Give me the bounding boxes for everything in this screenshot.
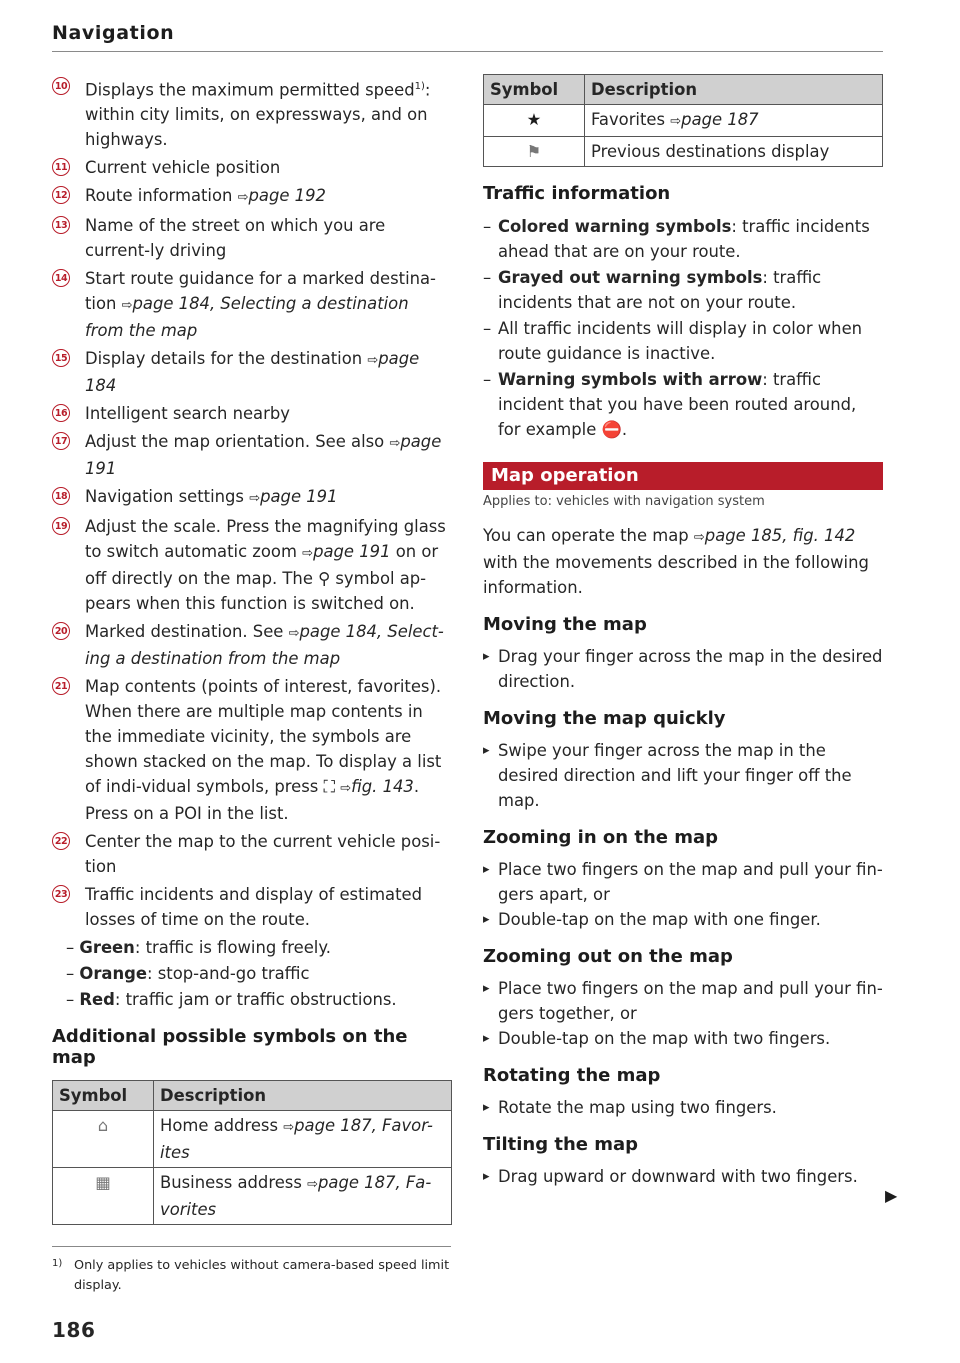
legend-text: Route information [85,186,233,206]
section-heading: Zooming in on the map [483,827,719,848]
legend-text: Adjust the scale. Press the magnifying glass to switch automatic zoom [85,517,446,562]
flag-icon: ⚑ [526,142,542,161]
callout-number: 16 [52,404,70,422]
description-cell [585,137,883,167]
arrow-right-icon: ⇨ [307,1177,319,1193]
traffic-color-desc: : stop-and-go traffic [147,964,310,984]
applies-to-note: Applies to: vehicles with navigation system [483,494,765,509]
arrow-right-icon: ⇨ [367,353,379,369]
instruction-step: ▸ Drag upward or downward with two fingers. [483,1164,883,1189]
legend-text: Adjust the map orientation. See also [85,432,385,452]
page-reference-link[interactable]: page 187, Favor-ites [160,1116,433,1163]
table-header-symbol: Symbol [484,75,585,105]
instruction-step: ▸ Double-tap on the map with one finger. [483,907,883,932]
traffic-info-desc: : traffic incident that you have been routed around, for example ⛔. [498,370,857,439]
arrow-right-icon: ⇨ [389,436,401,452]
section-heading: Zooming out on the map [483,946,733,967]
arrow-right-icon: ⇨ [670,114,682,129]
table-header-description: Description [154,1081,452,1111]
callout-number: 21 [52,677,70,695]
instruction-step: ▸ Place two fingers on the map and pull your fin-gers together, or [483,976,883,1026]
traffic-color-item: – Green: traffic is flowing freely. [66,938,331,958]
legend-text: Current vehicle position [85,158,281,178]
callout-number: 13 [52,216,70,234]
description-text: Business address [160,1173,302,1193]
instruction-step: ▸ Place two fingers on the map and pull your fin-gers apart, or [483,857,883,907]
traffic-info-desc: : traffic incidents that are not on your route. [498,268,822,312]
traffic-color-name: Orange [79,964,148,984]
description-text: Favorites [591,110,666,129]
traffic-info-item [483,367,883,442]
footnote-marker: 1) [414,81,425,92]
star-icon: ★ [526,110,542,129]
callout-number: 12 [52,186,70,204]
callout-number: 20 [52,622,70,640]
callout-number: 18 [52,487,70,505]
table-header-symbol: Symbol [53,1081,154,1111]
traffic-information-heading: Traffic information [483,183,671,204]
legend-list [52,74,452,932]
legend-item [52,429,452,481]
page-reference-link[interactable]: page 184 [85,349,420,396]
traffic-info-term: Warning symbols with arrow [498,370,763,389]
traffic-info-term: Grayed out warning symbols [498,268,763,287]
map-operation-banner: Map operation [483,462,883,490]
callout-number: 22 [52,832,70,850]
header-divider [52,51,883,52]
page-reference-link[interactable]: page 187 [681,110,759,129]
traffic-color-list [52,935,452,1012]
intro-tail: with the movements described in the following information. [483,553,869,597]
instruction-step: ▸ Drag your finger across the map in the desired direction. [483,644,883,694]
traffic-info-desc: All traffic incidents will display in color when route guidance is inactive. [498,319,863,363]
callout-number: 19 [52,517,70,535]
symbol-cell [484,105,585,137]
page-reference-link[interactable]: page 192 [248,186,326,206]
legend-item [52,266,452,343]
table-row [484,137,883,167]
legend-item [52,882,452,932]
legend-text: Marked destination. See [85,622,284,642]
legend-text: Display details for the destination [85,349,363,369]
section-heading: Moving the map quickly [483,708,726,729]
legend-item [52,619,452,671]
table-header-description: Description [585,75,883,105]
traffic-info-item [483,316,883,366]
instruction-step: ▸ Double-tap on the map with two fingers. [483,1026,883,1051]
callout-number: 15 [52,349,70,367]
callout-number: 10 [52,77,70,95]
callout-number: 23 [52,885,70,903]
section-heading: Rotating the map [483,1065,661,1086]
description-cell [585,105,883,137]
description-cell [154,1168,452,1225]
home-icon: ⌂ [97,1116,109,1136]
legend-item [52,183,452,210]
footnote-text: Only applies to vehicles without camera-based speed limit display. [74,1258,450,1293]
description-text: Previous destinations display [591,142,830,161]
section-heading: Moving the map [483,614,647,635]
page-reference-link[interactable]: fig. 143 [351,777,414,797]
footnote-divider [52,1246,451,1247]
page-reference-link[interactable]: page 184, Select-ing a destination from the map [85,622,444,669]
right-column [483,74,883,1189]
traffic-color-name: Green [79,938,135,958]
left-column [52,74,452,1225]
symbol-cell [484,137,585,167]
symbol-cell [53,1111,154,1168]
legend-item [52,401,452,426]
legend-item [52,213,452,263]
legend-tail: on or off directly on the map. The ⚲ symbol ap-pears when this function is switched on. [85,542,439,614]
legend-item [52,829,452,879]
traffic-info-desc: : traffic incidents ahead that are on your route. [498,217,870,261]
legend-text: Navigation settings [85,487,244,507]
continue-arrow-icon: ▶ [885,1186,898,1205]
favorites-symbol-table [483,74,883,167]
legend-item [52,74,452,152]
section-heading: Tilting the map [483,1134,639,1155]
legend-text: Start route guidance for a marked destina-tion [85,269,436,314]
legend-item [52,674,452,826]
additional-symbols-heading: Additional possible symbols on the map [52,1026,408,1069]
traffic-color-item: – Orange: stop-and-go traffic [66,964,310,984]
traffic-color-desc: : traffic is flowing freely. [134,938,331,958]
legend-text: Center the map to the current vehicle posi-tion [85,832,441,877]
intro-text: You can operate the map [483,526,689,545]
business-icon: ▦ [95,1173,111,1193]
description-cell [154,1111,452,1168]
map-gesture-sections [483,614,883,1189]
traffic-color-desc: : traffic jam or traffic obstructions. [114,990,397,1010]
page-header-title: Navigation [52,22,175,44]
traffic-color-item: – Red: traffic jam or traffic obstructions. [66,990,397,1010]
page-number: 186 [52,1318,96,1342]
symbol-cell [53,1168,154,1225]
arrow-right-icon: ⇨ [340,781,352,797]
traffic-info-term: Colored warning symbols [498,217,732,236]
arrow-right-icon: ⇨ [283,1120,295,1136]
page-reference-link[interactable]: page 191 [85,432,442,479]
footnote [52,1256,452,1296]
table-row [53,1168,452,1225]
callout-number: 11 [52,158,70,176]
instruction-step: ▸ Rotate the map using two fingers. [483,1095,883,1120]
page-reference-link[interactable]: page 191 [313,542,391,562]
page-reference-link[interactable]: page 184, Selecting a destination from the map [85,294,409,341]
page-reference-link[interactable]: page 191 [260,487,338,507]
legend-item [52,346,452,398]
legend-item [52,484,452,511]
table-row [53,1111,452,1168]
traffic-color-name: Red [79,990,115,1010]
callout-number: 14 [52,269,70,287]
legend-text: Displays the maximum permitted speed [85,80,415,100]
instruction-step: ▸ Swipe your finger across the map in the desired direction and lift your finger off the map. [483,738,883,813]
traffic-info-item [483,265,883,315]
intro-page-reference[interactable]: page 185, fig. 142 [704,526,856,545]
home-business-symbol-table [52,1080,452,1225]
callout-number: 17 [52,432,70,450]
legend-text: Name of the street on which you are current-ly driving [85,216,386,261]
arrow-right-icon: ⇨ [693,530,705,545]
arrow-right-icon: ⇨ [302,546,314,562]
arrow-right-icon: ⇨ [288,626,300,642]
page-reference-link[interactable]: page 187, Fa-vorites [160,1173,432,1220]
description-text: Home address [160,1116,279,1136]
traffic-information-list [483,214,883,442]
map-operation-intro [483,523,883,600]
legend-text: Traffic incidents and display of estimated losses of time on the route. [85,885,423,930]
arrow-right-icon: ⇨ [121,298,133,314]
footnote-mark: 1) [52,1258,63,1269]
legend-text: Map contents (points of interest, favorites). When there are multiple map contents in the immediate vicinity, the symbols are shown stacked on the map. To display a list of indi-vidual symbols, press ⛶ [85,677,442,797]
legend-text: Intelligent search nearby [85,404,290,424]
legend-item [52,155,452,180]
arrow-right-icon: ⇨ [237,190,249,206]
legend-item [52,514,452,616]
table-row [484,105,883,137]
arrow-right-icon: ⇨ [249,491,261,507]
legend-tail: : within city limits, on expressways, and on highways. [85,80,431,150]
legend-tail: . Press on a POI in the list. [85,777,420,824]
traffic-info-item [483,214,883,264]
